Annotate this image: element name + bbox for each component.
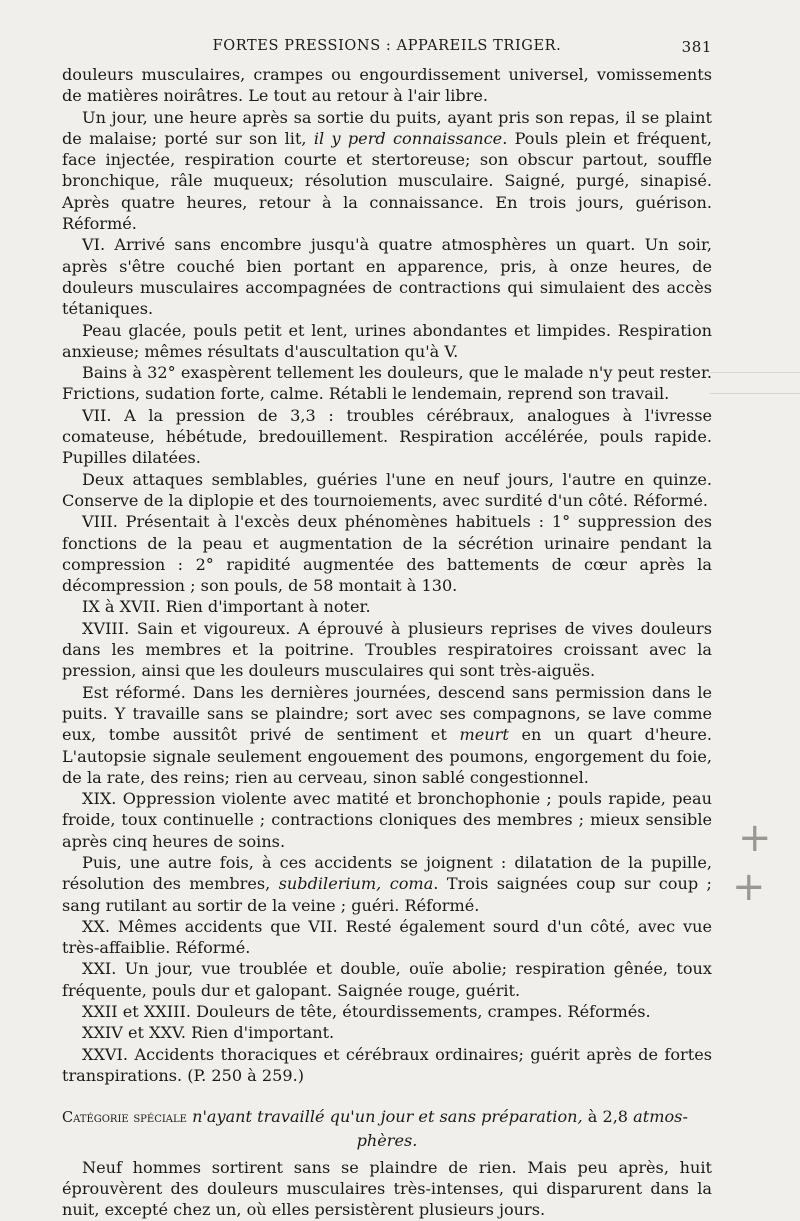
final-paragraph: Neuf hommes sortirent sans se plaindre de rien. Mais peu après, huit éprouvèrent des douleurs musculaires très-intenses, qui disparurent dans la nuit, excepté chez un, où elles persistèrent plusieurs jours. — [62, 1157, 712, 1220]
margin-cross-mark: + — [738, 815, 772, 861]
paragraph: XXI. Un jour, vue troublée et double, ouïe abolie; respiration gênée, toux fréquente, pouls dur et galopant. Saignée rouge, guérit. — [62, 959, 712, 1000]
running-header — [62, 38, 712, 58]
paragraph: douleurs musculaires, crampes ou engourdissement universel, vomissements de matières noirâtres. Le tout au retour à l'air libre. — [62, 65, 712, 106]
paragraph: XXVI. Accidents thoraciques et cérébraux ordinaires; guérit après de fortes transpirations. (P. 250 à 259.) — [62, 1044, 712, 1085]
paragraph: Est réformé. Dans les dernières journées, descend sans permission dans le puits. Y travaille sans se plaindre; sort avec ses compagnons, se lave comme eux, tombe aussitôt privé de sentiment et meurt en un quart d'heure. L'autopsie signale seulement engouement des poumons, engorgement du foie, de la rate, des reins; rien au cerveau, sinon sablé congestionnel. — [62, 682, 713, 787]
paragraph: XXII et XXIII. Douleurs de tête, étourdissements, crampes. Réformés. — [82, 1002, 651, 1022]
paragraph: VI. Arrivé sans encombre jusqu'à quatre atmosphères un quart. Un soir, après s'être couché bien portant en apparence, pris, à onze heures, de douleurs musculaires accompagnées de contractions qui simulaient des accès tétaniques. — [62, 235, 712, 319]
bleed-through-rule — [710, 393, 800, 394]
running-title: FORTES PRESSIONS : APPAREILS TRIGER. — [212, 38, 562, 54]
paragraph: VII. A la pression de 3,3 : troubles cérébraux, analogues à l'ivresse comateuse, hébétude, bredouillement. Respiration accélérée, pouls rapide. Pupilles dilatées. — [62, 405, 712, 468]
paragraph: XX. Mêmes accidents que VII. Resté également sourd d'un côté, avec vue très-affaiblie. Réformé. — [62, 916, 712, 958]
category-title: n'ayant travaillé qu'un jour et sans préparation, — [192, 1107, 583, 1127]
paragraph: Deux attaques semblables, guéries l'une en neuf jours, l'autre en quinze. Conserve de la diplopie et des tournoiements, avec surdité d'un côté. Réformé. — [62, 469, 712, 510]
paragraph: XXIV et XXV. Rien d'important. — [82, 1023, 335, 1043]
body-text — [62, 64, 712, 1221]
category-label: Catégorie spéciale — [62, 1110, 187, 1127]
paragraph: Un jour, une heure après sa sortie du puits, ayant pris son repas, il se plaint de malaise; porté sur son lit, il y perd connaissance. Pouls plein et fréquent, face injectée, respiration courte et stertoreuse; son obscur partout, souffle bronchique, râle muqueux; résolution musculaire. Saigné, purgé, sinapisé. Après quatre heures, retour à la connaissance. En trois jours, guérison. Réformé. — [62, 107, 713, 234]
paragraph: XIX. Oppression violente avec matité et bronchophonie ; pouls rapide, peau froide, toux continuelle ; contractions cloniques des membres ; mieux sensible après cinq heures de soins. — [62, 789, 712, 851]
page-number: 381 — [681, 38, 712, 56]
paragraph: XVIII. Sain et vigoureux. A éprouvé à plusieurs reprises de vives douleurs dans les membres et la poitrine. Troubles respiratoires croissant avec la pression, ainsi que les douleurs musculaires qui sont très-aiguës. — [62, 618, 712, 681]
paragraph: Bains à 32° exaspèrent tellement les douleurs, que le malade n'y peut rester. Frictions, sudation forte, calme. Rétabli le lendemain, reprend son travail. — [62, 363, 712, 404]
paragraph: IX à XVII. Rien d'important à noter. — [82, 597, 371, 617]
margin-cross-mark: + — [732, 864, 766, 910]
paragraph: VIII. Présentait à l'excès deux phénomènes habituels : 1° suppression des fonctions de la peau et augmentation de la sécrétion urinaire pendant la compression : 2° rapidité augmentée des battements de cœur après la décompression ; son pouls, de 58 montait à 130. — [62, 512, 712, 596]
paragraph: Peau glacée, pouls petit et lent, urines abondantes et limpides. Respiration anxieuse; mêmes résultats d'auscultation qu'à V. — [62, 320, 712, 361]
bleed-through-rule — [710, 372, 800, 373]
category-heading: Catégorie spéciale n'ayant travaillé qu'un jour et sans préparation, à 2,8 atmos- — [62, 1107, 688, 1127]
category-title-continuation: phères. — [356, 1130, 418, 1150]
paragraph: Puis, une autre fois, à ces accidents se joignent : dilatation de la pupille, résolution des membres, subdilerium, coma. Trois saignées coup sur coup ; sang rutilant au sortir de la veine ; guéri. Réformé. — [62, 852, 712, 915]
